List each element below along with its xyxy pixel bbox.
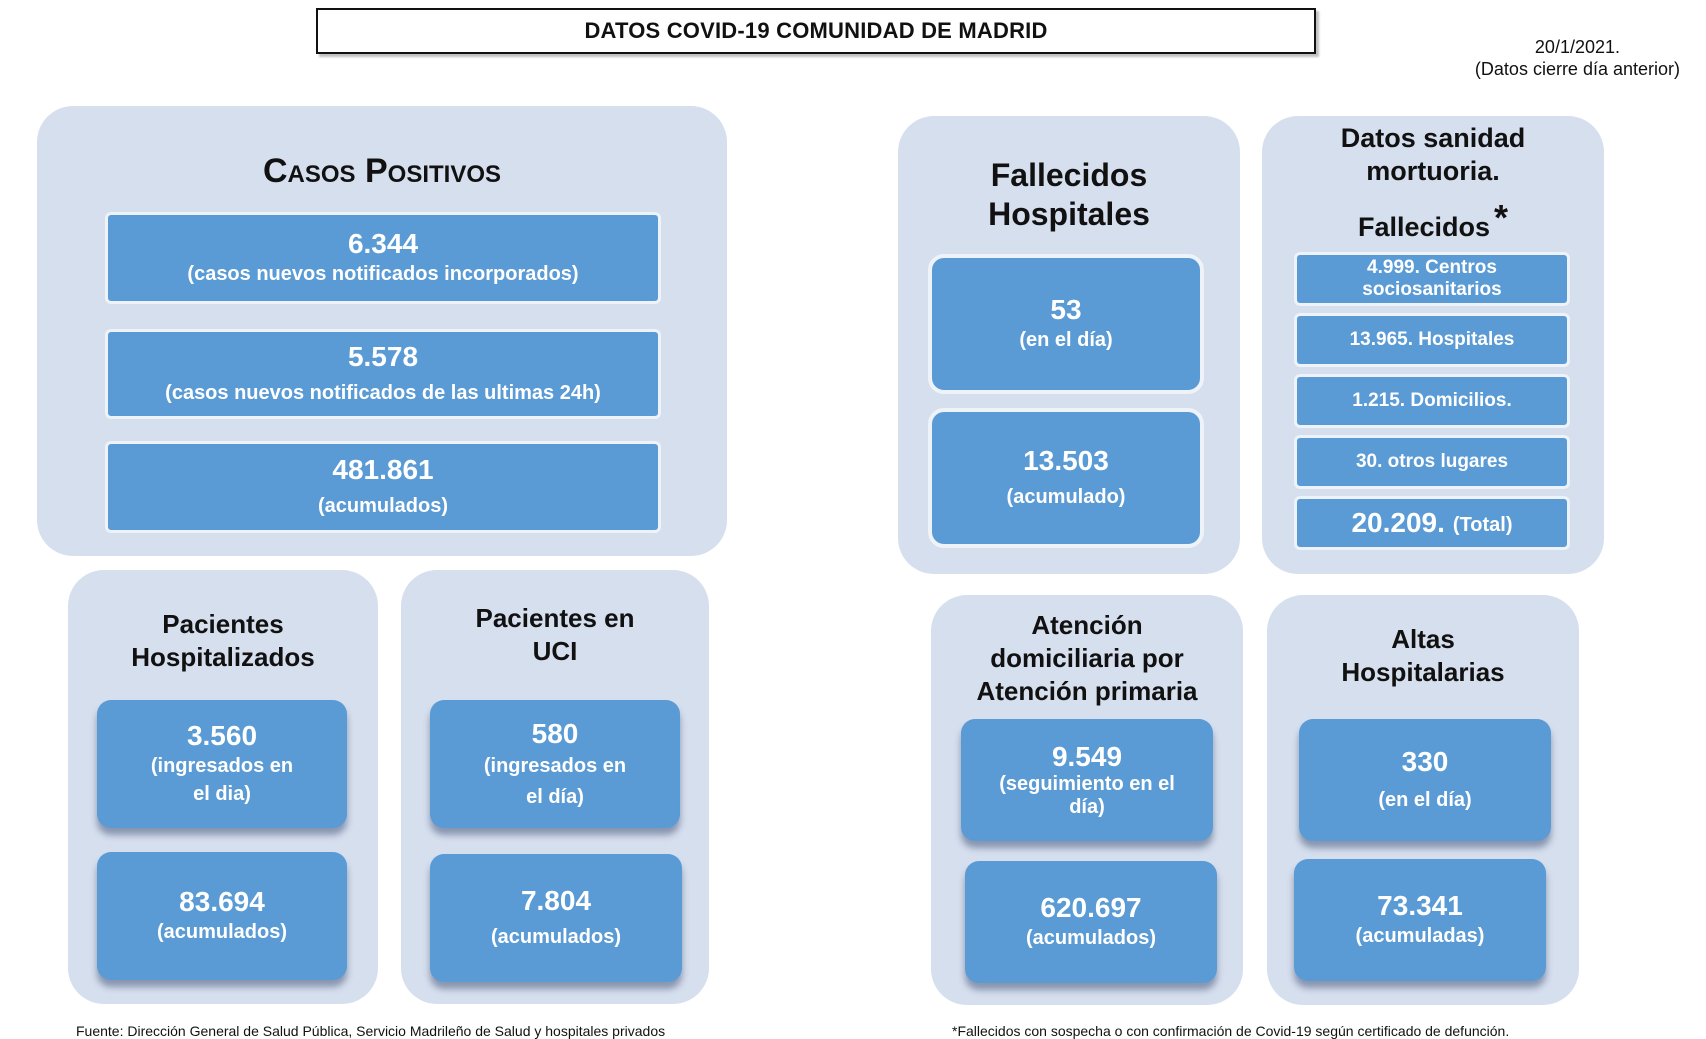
atencion-acumulados-value: 620.697 xyxy=(1040,892,1142,923)
hospitalizados-dia-card xyxy=(97,700,347,828)
atencion-acumulados-card xyxy=(965,861,1217,983)
atencion-dia-card xyxy=(961,719,1213,841)
date-value: 20/1/2021. xyxy=(1534,37,1620,57)
page-title: DATOS COVID-19 COMUNIDAD DE MADRID xyxy=(316,8,1316,54)
hospitalizados-acumulados-value: 83.694 xyxy=(179,886,265,917)
fallecidos-hospitales-panel xyxy=(898,116,1240,574)
uci-dia-label-line2: el día) xyxy=(526,785,584,808)
atencion-domiciliaria-panel xyxy=(931,595,1243,1005)
casos-acumulados-card xyxy=(105,441,661,533)
atencion-title-line2: domiciliaria por xyxy=(990,643,1184,673)
sanidad-mortuoria-title xyxy=(1262,122,1604,188)
uci-acumulados-card xyxy=(430,854,682,982)
mortuoria-otros-card xyxy=(1294,435,1570,489)
uci-dia-label-line1: (ingresados en xyxy=(483,754,627,777)
casos-acumulados-value: 481.861 xyxy=(332,454,434,485)
mortuoria-total-label: (Total) xyxy=(1452,513,1513,536)
pacientes-hospitalizados-title-line2: Hospitalizados xyxy=(131,642,315,672)
fallecidos-acumulado-label: (acumulado) xyxy=(1006,486,1126,508)
mortuoria-domicilios-label: 1.215. Domicilios. xyxy=(1352,390,1512,411)
atencion-dia-label-line1: (seguimiento en el xyxy=(999,773,1175,795)
casos-nuevos-24h-value: 5.578 xyxy=(347,341,419,372)
fallecidos-dia-label: (en el día) xyxy=(1019,329,1113,351)
mortuoria-hospitales-card xyxy=(1294,313,1570,367)
atencion-domiciliaria-title xyxy=(931,609,1243,708)
altas-hospitalarias-panel xyxy=(1267,595,1579,1005)
altas-title-line1: Altas xyxy=(1391,624,1455,654)
sanidad-mortuoria-panel xyxy=(1262,116,1604,574)
casos-nuevos-24h-label: (casos nuevos notificados de las ultimas 24h) xyxy=(165,382,601,404)
hospitalizados-dia-label-line2: el dia) xyxy=(193,783,251,805)
fallecidos-acumulado-card xyxy=(928,408,1204,548)
hospitalizados-dia-value: 3.560 xyxy=(186,720,258,751)
casos-positivos-title: Casos Positivos xyxy=(262,152,502,190)
fallecidos-hospitales-title xyxy=(898,156,1240,234)
pacientes-uci-title xyxy=(401,602,709,668)
pacientes-uci-title-line2: UCI xyxy=(532,636,578,666)
fallecidos-hospitales-title-line2: Hospitales xyxy=(988,196,1150,232)
pacientes-uci-title-line1: Pacientes en xyxy=(475,603,635,633)
casos-nuevos-incorporados-value: 6.344 xyxy=(347,228,419,259)
fallecidos-dia-value: 53 xyxy=(1050,294,1082,325)
altas-acumuladas-value: 73.341 xyxy=(1377,890,1463,921)
sanidad-mortuoria-title-line2: mortuoria. xyxy=(1366,156,1500,186)
sanidad-mortuoria-title-line1: Datos sanidad xyxy=(1340,123,1526,153)
mortuoria-otros-label: 30. otros lugares xyxy=(1355,451,1509,472)
atencion-title-line3: Atención primaria xyxy=(976,676,1198,706)
casos-acumulados-label: (acumulados) xyxy=(317,495,449,517)
source-footnote: Fuente: Dirección General de Salud Pública, Servicio Madrileño de Salud y hospitales privados xyxy=(76,1023,666,1039)
altas-dia-card xyxy=(1299,719,1551,841)
altas-acumuladas-card xyxy=(1294,859,1546,981)
altas-hospitalarias-title xyxy=(1267,623,1579,689)
atencion-acumulados-label: (acumulados) xyxy=(1025,927,1157,949)
pacientes-hospitalizados-title xyxy=(68,608,378,674)
altas-dia-value: 330 xyxy=(1401,746,1449,777)
fallecidos-subtitle: Fallecidos xyxy=(1357,212,1491,242)
asterisk-mark: * xyxy=(1494,197,1509,238)
hospitalizados-acumulados-label: (acumulados) xyxy=(156,921,288,943)
casos-nuevos-24h-card xyxy=(105,329,661,419)
fallecidos-acumulado-value: 13.503 xyxy=(1023,445,1109,476)
mortuoria-centros-line1: 4.999. Centros xyxy=(1367,257,1497,278)
sanidad-mortuoria-subtitle xyxy=(1262,197,1604,243)
uci-acumulados-value: 7.804 xyxy=(520,885,592,916)
altas-title-line2: Hospitalarias xyxy=(1341,657,1505,687)
mortuoria-domicilios-card xyxy=(1294,374,1570,428)
uci-dia-value: 580 xyxy=(531,717,579,749)
mortuoria-total-card xyxy=(1294,496,1570,550)
uci-acumulados-label: (acumulados) xyxy=(490,926,622,948)
mortuoria-total-value: 20.209. xyxy=(1351,507,1445,538)
pacientes-hospitalizados-title-line1: Pacientes xyxy=(162,609,284,639)
fallecidos-footnote: *Fallecidos con sospecha o con confirmación de Covid-19 según certificado de defunción. xyxy=(952,1023,1510,1039)
mortuoria-centros-line2: sociosanitarios xyxy=(1362,279,1502,300)
fallecidos-dia-card xyxy=(928,254,1204,394)
atencion-dia-label-line2: día) xyxy=(1069,796,1105,818)
pacientes-hospitalizados-panel xyxy=(68,570,378,1004)
casos-nuevos-incorporados-label: (casos nuevos notificados incorporados) xyxy=(187,263,579,285)
altas-dia-label: (en el día) xyxy=(1378,789,1472,811)
casos-positivos-panel xyxy=(37,106,727,556)
hospitalizados-dia-label-line1: (ingresados en xyxy=(150,755,294,777)
casos-nuevos-incorporados-card xyxy=(105,212,661,304)
report-date xyxy=(1475,36,1680,80)
pacientes-uci-panel xyxy=(401,570,709,1004)
mortuoria-hospitales-label: 13.965. Hospitales xyxy=(1349,329,1515,350)
altas-acumuladas-label: (acumuladas) xyxy=(1355,925,1485,947)
mortuoria-centros-card xyxy=(1294,252,1570,306)
date-note: (Datos cierre día anterior) xyxy=(1474,59,1680,79)
atencion-title-line1: Atención xyxy=(1031,610,1143,640)
uci-dia-card xyxy=(430,700,680,828)
hospitalizados-acumulados-card xyxy=(97,852,347,980)
fallecidos-hospitales-title-line1: Fallecidos xyxy=(990,157,1148,193)
atencion-dia-value: 9.549 xyxy=(1051,741,1123,772)
